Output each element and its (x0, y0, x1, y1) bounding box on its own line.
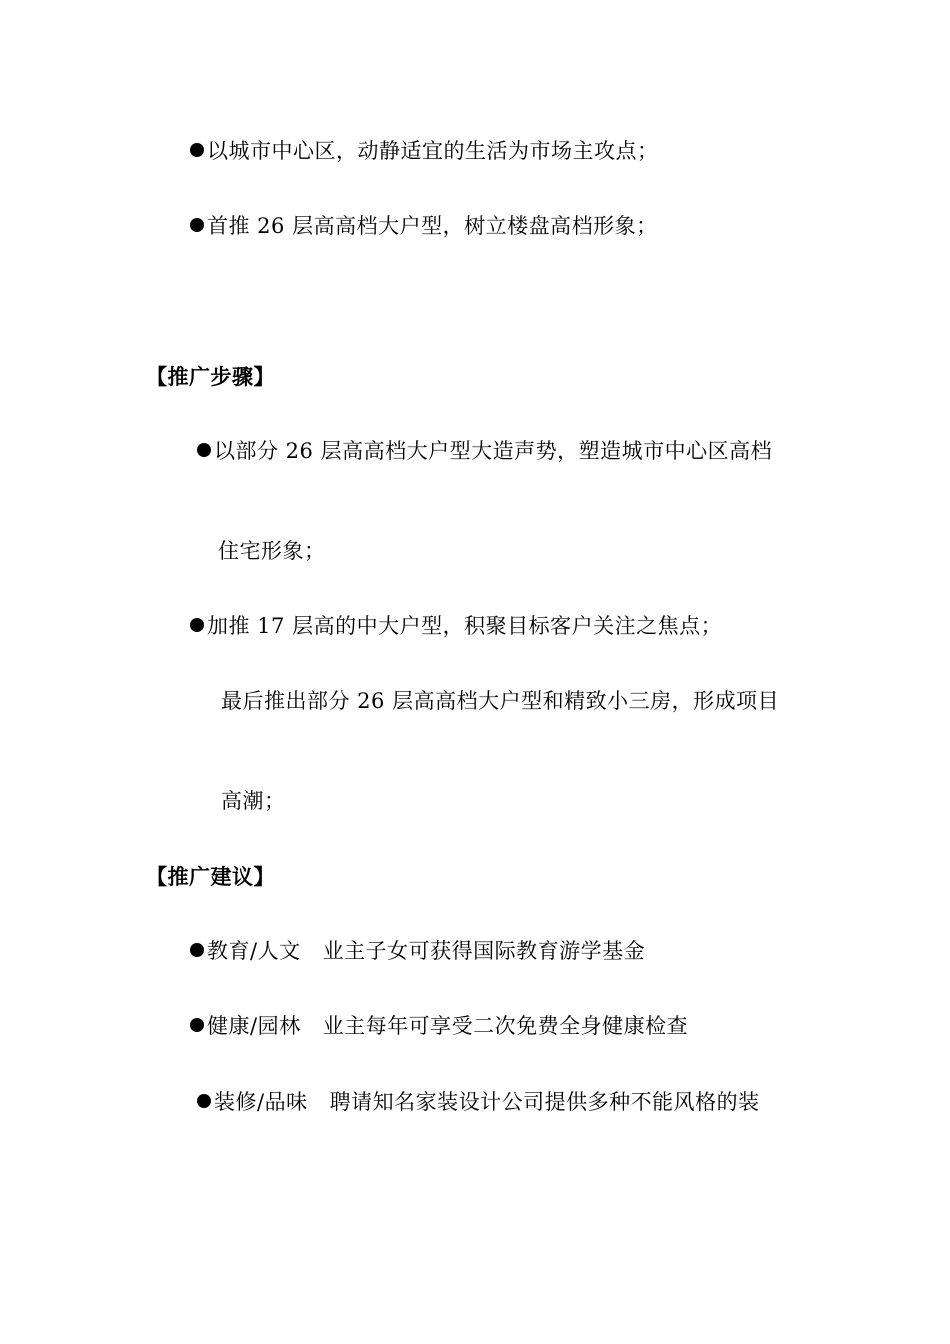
bullet-icon (190, 1018, 204, 1032)
steps-heading: 【推广步骤】 (146, 364, 275, 389)
suggestion-text: 聘请知名家装设计公司提供多种不能风格的装 (329, 1090, 760, 1114)
bullet-icon (190, 143, 204, 157)
suggestion-item-education (190, 938, 645, 964)
steps-item-3: 最后推出部分 26 层高高档大户型和精致小三房，形成项目 (221, 689, 780, 713)
positioning-item-2: 首推 26 层高高档大户型，树立楼盘高档形象； (190, 213, 658, 239)
bullet-icon (190, 618, 204, 632)
positioning-item-1: 以城市中心区，动静适宜的生活为市场主攻点； (190, 138, 659, 164)
suggestion-item-health (190, 1013, 688, 1039)
bullet-icon (190, 218, 204, 232)
suggestion-label: 教育/人文 (207, 939, 301, 963)
suggestion-label: 装修/品味 (214, 1090, 308, 1114)
steps-item-1-continuation: 住宅形象； (218, 539, 326, 563)
suggestion-text: 业主每年可享受二次免费全身健康检查 (322, 1014, 689, 1038)
suggestion-label: 健康/园林 (207, 1014, 301, 1038)
bullet-icon (190, 943, 204, 957)
steps-item-1: 以部分 26 层高高档大户型大造声势，塑造城市中心区高档 (197, 438, 772, 464)
steps-item-3-continuation: 高潮； (221, 789, 286, 813)
bullet-icon (197, 443, 211, 457)
suggestion-item-decoration (197, 1089, 760, 1115)
suggestions-heading: 【推广建议】 (146, 864, 275, 889)
suggestion-text: 业主子女可获得国际教育游学基金 (322, 939, 646, 963)
bullet-icon (197, 1094, 211, 1108)
steps-item-2: 加推 17 层高的中大户型，积聚目标客户关注之焦点； (190, 613, 722, 639)
